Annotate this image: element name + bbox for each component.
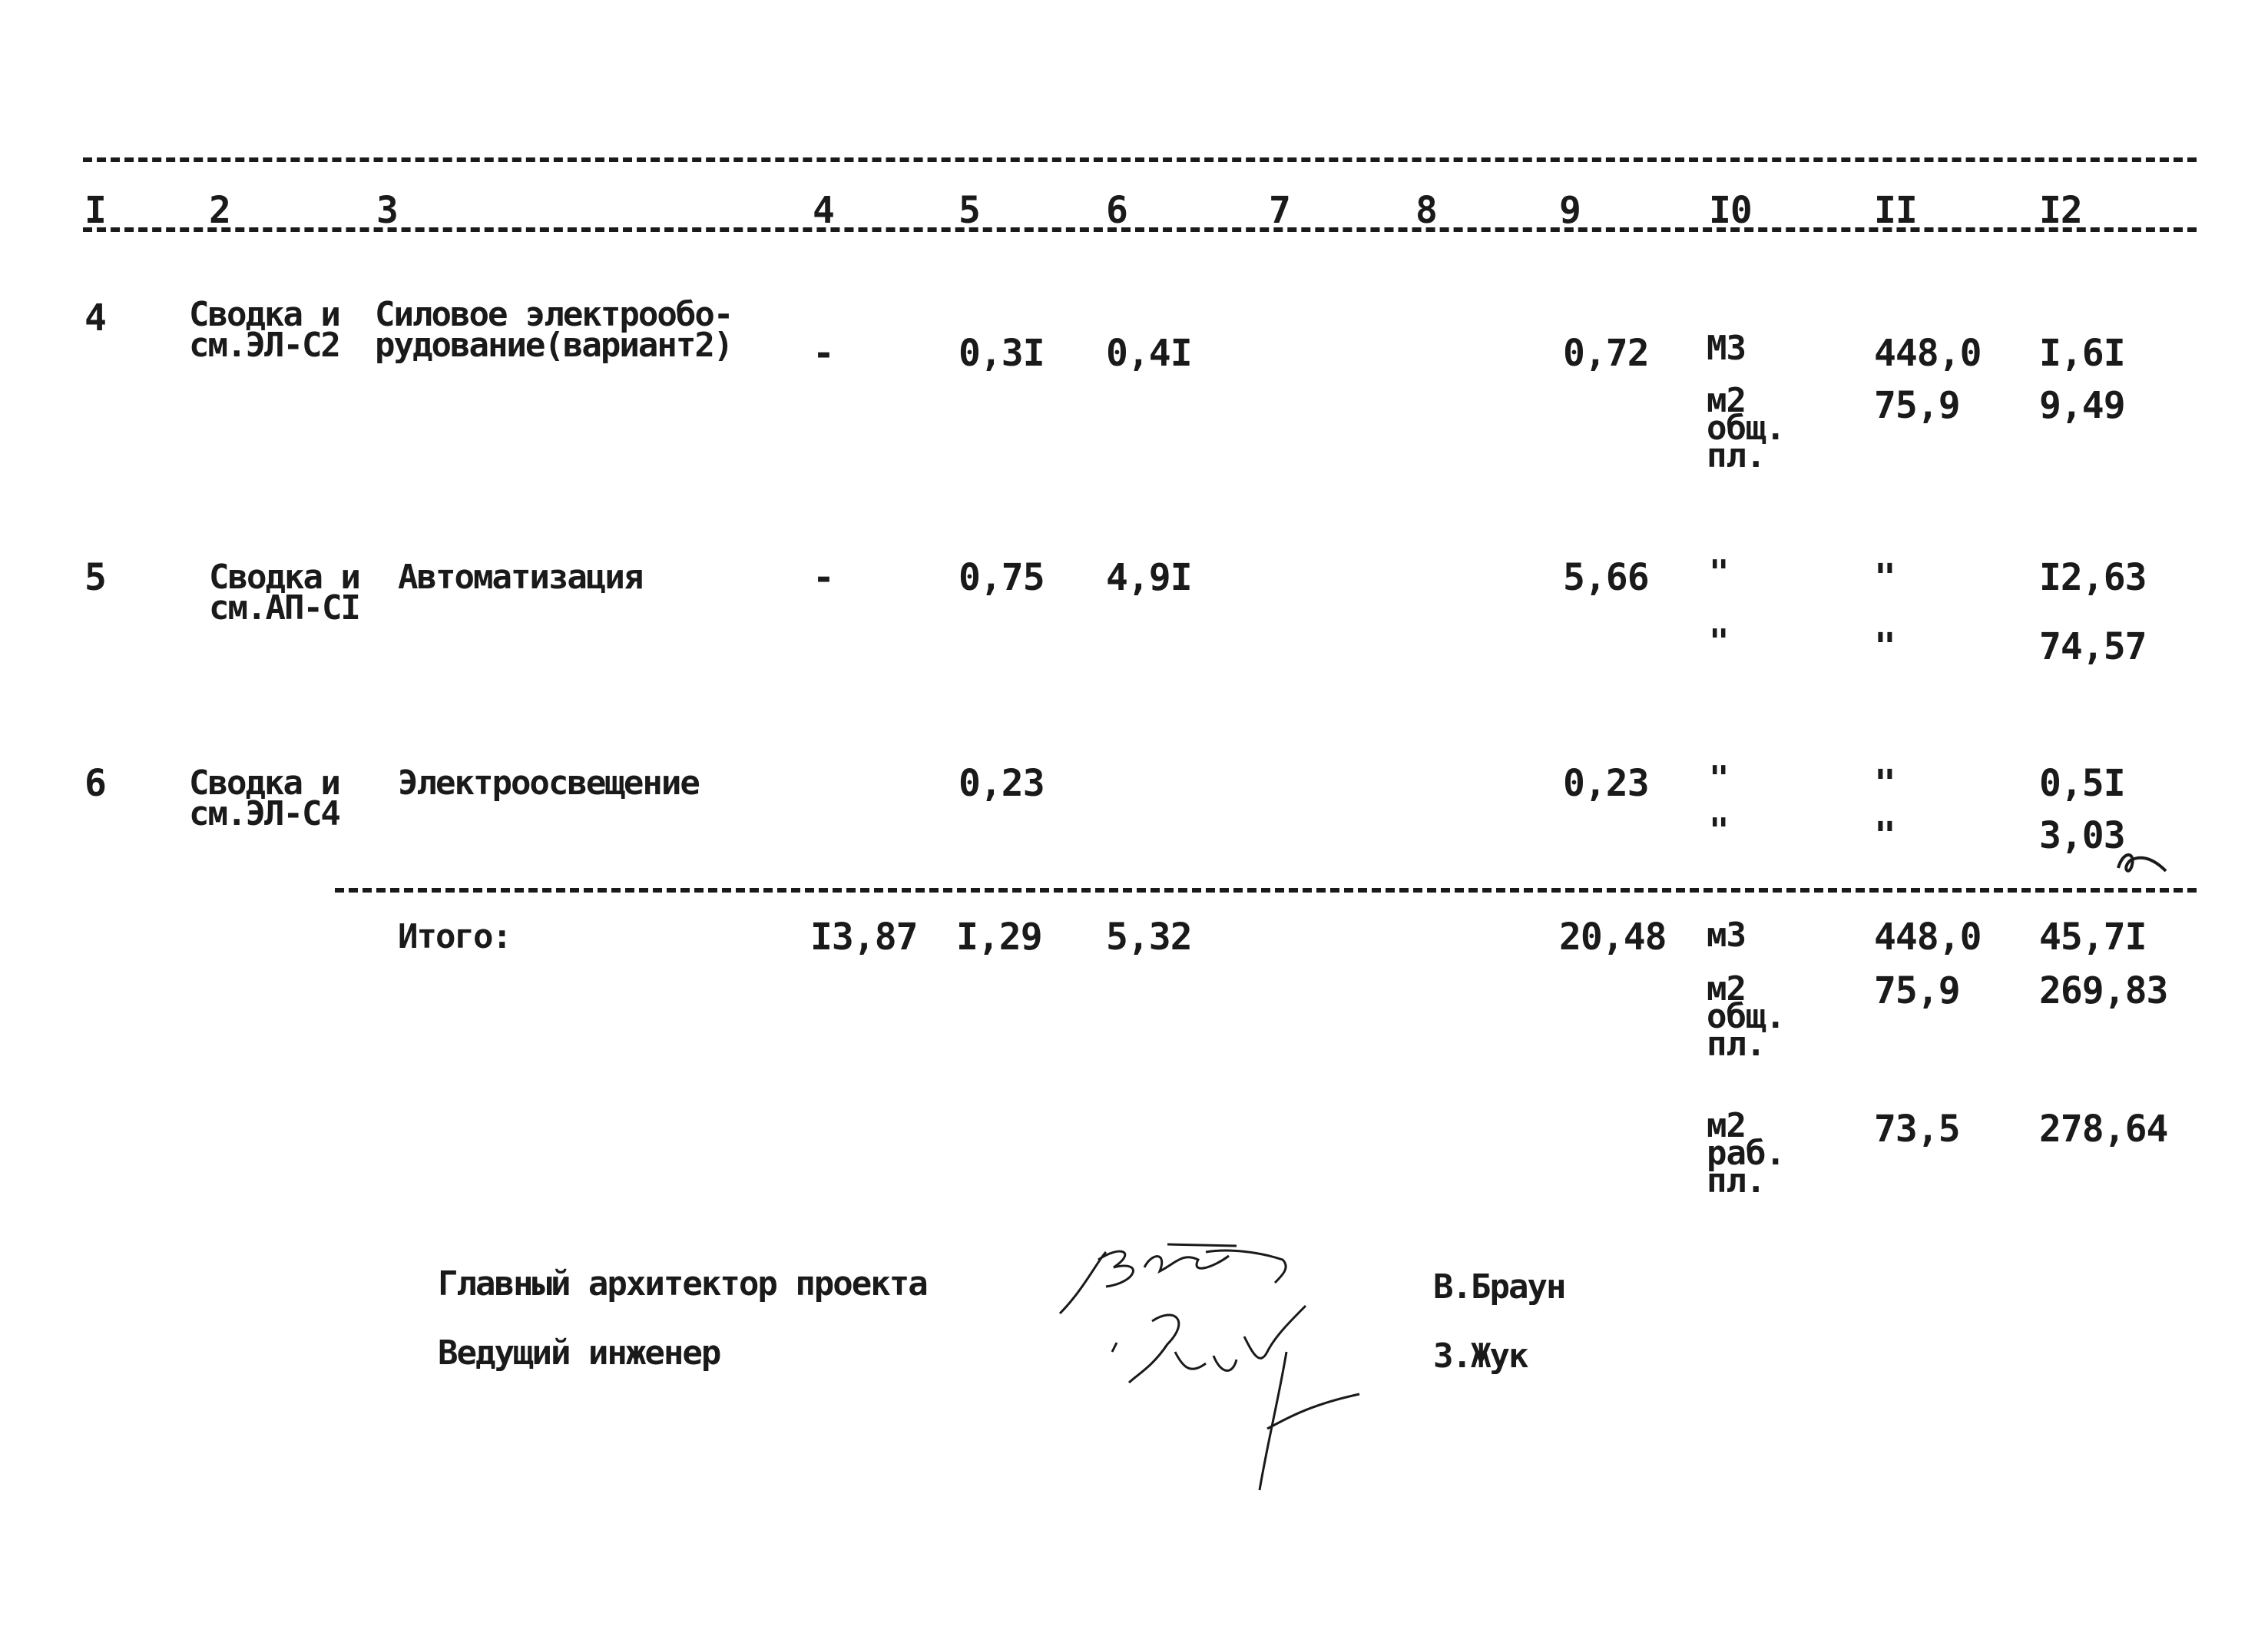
header-col-9: 9 (1559, 189, 1581, 232)
row-reference: Сводка и см.ЭЛ-С2 (189, 295, 339, 365)
total-col-4: I3,87 (810, 916, 918, 959)
total-unit: м2 общ. пл. (1707, 969, 1785, 1064)
total-col-11: 75,9 (1874, 969, 1960, 1012)
total-rule (335, 888, 2197, 893)
row-col-9: 5,66 (1563, 556, 1649, 599)
row-col-9: 0,23 (1563, 762, 1649, 805)
row-reference: Сводка и см.АП-СI (209, 558, 359, 628)
row-unit: м2 общ. пл. (1707, 381, 1785, 475)
row-name: Электроосвещение (398, 764, 699, 803)
row-col-5: 0,23 (959, 762, 1045, 805)
row-col-6: 0,4I (1106, 332, 1192, 375)
header-col-1: I (84, 189, 106, 232)
row-col-12: I2,63 (2039, 556, 2147, 599)
signature-role: Главный архитектор проекта (438, 1264, 927, 1303)
total-label: Итого: (398, 917, 511, 956)
row-col-9: 0,72 (1563, 332, 1649, 375)
header-col-8: 8 (1415, 189, 1437, 232)
header-col-6: 6 (1106, 189, 1127, 232)
row-col-5: 0,3I (959, 332, 1045, 375)
row-col-12: I,6I (2039, 332, 2125, 375)
total-unit: м3 (1707, 916, 1746, 955)
row-number: 4 (84, 296, 106, 340)
total-col-12: 45,7I (2039, 916, 2147, 959)
row-col-5: 0,75 (959, 556, 1045, 599)
header-col-4: 4 (813, 189, 834, 232)
check-mark (2112, 837, 2174, 883)
row-col-4: - (813, 556, 834, 599)
row-col-12: 3,03 (2039, 814, 2125, 857)
row-col-12: 9,49 (2039, 384, 2125, 427)
row-col-11: " (1874, 556, 1896, 599)
header-col-5: 5 (959, 189, 980, 232)
row-col-12: 74,57 (2039, 625, 2147, 668)
header-col-3: 3 (376, 189, 398, 232)
header-col-7: 7 (1269, 189, 1290, 232)
total-col-9: 20,48 (1559, 916, 1667, 959)
row-unit: " (1709, 622, 1729, 661)
row-name: Силовое электрообо- рудование(вариант2) (375, 295, 733, 365)
row-col-11: " (1874, 762, 1896, 805)
row-reference: Сводка и см.ЭЛ-С4 (189, 764, 339, 833)
top-rule (83, 157, 2197, 162)
signature-role: Ведущий инженер (438, 1333, 720, 1373)
row-unit: " (1709, 759, 1729, 798)
row-unit: " (1709, 811, 1729, 850)
row-col-11: " (1874, 814, 1896, 857)
header-col-11: II (1874, 189, 1917, 232)
total-unit: м2 раб. пл. (1707, 1106, 1785, 1201)
row-col-11: " (1874, 625, 1896, 668)
header-col-2: 2 (209, 189, 230, 232)
total-col-11: 448,0 (1874, 916, 1982, 959)
total-col-6: 5,32 (1106, 916, 1192, 959)
row-col-11: 75,9 (1874, 384, 1960, 427)
row-col-11: 448,0 (1874, 332, 1982, 375)
row-col-6: 4,9I (1106, 556, 1192, 599)
total-col-12: 278,64 (2039, 1108, 2168, 1151)
header-col-10: I0 (1709, 189, 1752, 232)
row-unit: " (1709, 553, 1729, 592)
handwritten-signature-2 (1106, 1290, 1382, 1490)
total-col-5: I,29 (956, 916, 1042, 959)
row-col-4: - (813, 332, 834, 375)
signature-name: В.Браун (1433, 1267, 1565, 1307)
header-rule (83, 227, 2197, 232)
total-col-12: 269,83 (2039, 969, 2168, 1012)
row-name: Автоматизация (398, 558, 643, 597)
row-col-12: 0,5I (2039, 762, 2125, 805)
signature-name: З.Жук (1433, 1337, 1528, 1376)
row-number: 6 (84, 762, 106, 805)
row-unit: М3 (1707, 329, 1746, 368)
row-number: 5 (84, 556, 106, 599)
total-col-11: 73,5 (1874, 1108, 1960, 1151)
header-col-12: I2 (2039, 189, 2082, 232)
